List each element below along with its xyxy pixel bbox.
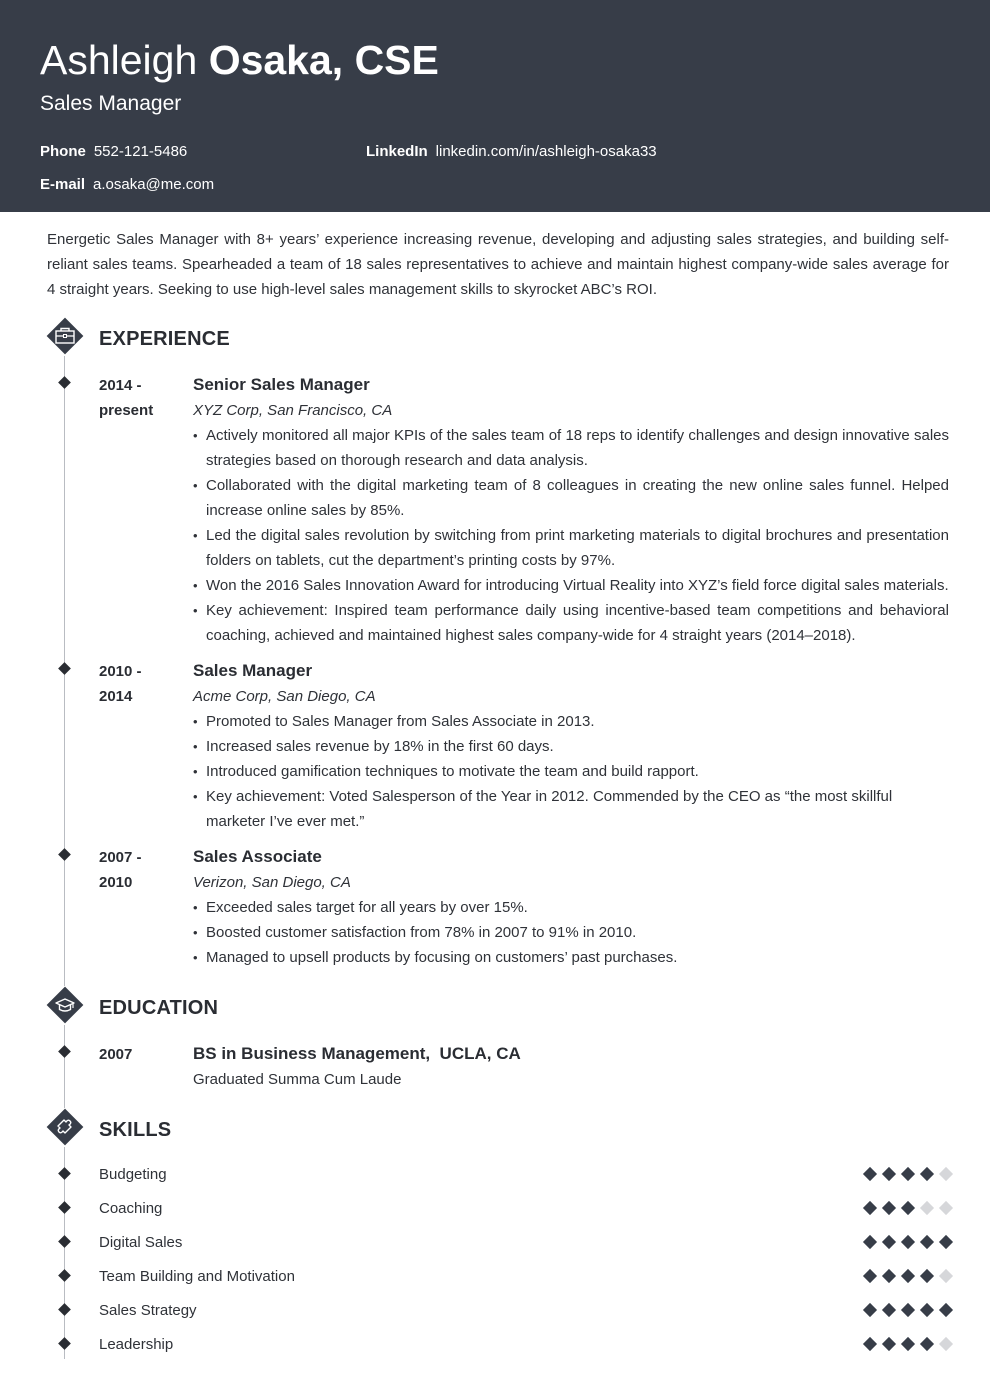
job-role: Sales Manager xyxy=(40,92,182,115)
rating-pip-filled xyxy=(920,1235,934,1249)
education-heading: EDUCATION xyxy=(99,997,219,1019)
job-title: Sales Associate xyxy=(193,847,322,866)
skill-name: Budgeting xyxy=(99,1166,167,1183)
timeline-marker xyxy=(58,1303,71,1316)
rating-pip-filled xyxy=(939,1303,953,1317)
rating-pip-filled xyxy=(882,1303,896,1317)
rating-pip-filled xyxy=(901,1167,915,1181)
job-bullets xyxy=(193,709,949,834)
job-date xyxy=(99,845,179,895)
job-bullet: • Actively monitored all major KPIs of the sales team of 18 reps to identify challenges and design innovative sales strategies based on thorough research and data analysis. xyxy=(193,423,949,473)
job-entry xyxy=(193,843,949,970)
timeline-marker xyxy=(58,376,71,389)
skill-rating xyxy=(856,1169,951,1181)
skill-row xyxy=(99,1198,951,1220)
skill-row xyxy=(99,1266,951,1288)
rating-pip-empty xyxy=(939,1337,953,1351)
timeline-marker xyxy=(58,1045,71,1058)
education-timeline-line xyxy=(64,1025,65,1108)
contact-email xyxy=(40,175,214,195)
rating-pip-filled xyxy=(920,1337,934,1351)
rating-pip-filled xyxy=(939,1235,953,1249)
job-bullet: • Boosted customer satisfaction from 78% in 2007 to 91% in 2010. xyxy=(193,920,949,945)
job-date-start: 2010 - xyxy=(99,663,142,680)
job-bullet: • Increased sales revenue by 18% in the first 60 days. xyxy=(193,734,949,759)
timeline-marker xyxy=(58,662,71,675)
job-bullet: • Promoted to Sales Manager from Sales Associate in 2013. xyxy=(193,709,949,734)
skill-rating xyxy=(856,1237,951,1249)
resume-header xyxy=(0,0,990,212)
rating-pip-filled xyxy=(863,1269,877,1283)
contact-phone xyxy=(40,142,187,162)
rating-pip-filled xyxy=(863,1303,877,1317)
degree-title: BS in Business Management, UCLA, CA xyxy=(193,1044,521,1063)
rating-pip-empty xyxy=(939,1201,953,1215)
candidate-name xyxy=(40,36,439,84)
phone-label: Phone xyxy=(40,143,86,160)
rating-pip-filled xyxy=(882,1167,896,1181)
job-date xyxy=(99,659,179,709)
job-company: Acme Corp, San Diego, CA xyxy=(193,688,376,705)
job-date-end: 2010 xyxy=(99,874,133,891)
timeline-marker xyxy=(58,1201,71,1214)
rating-pip-filled xyxy=(901,1337,915,1351)
rating-pip-filled xyxy=(882,1235,896,1249)
job-bullet: • Managed to upsell products by focusing on customers’ past purchases. xyxy=(193,945,949,970)
job-entry xyxy=(193,657,949,834)
rating-pip-empty xyxy=(939,1269,953,1283)
job-bullet: • Won the 2016 Sales Innovation Award for introducing Virtual Reality into XYZ’s field force digital sales materials. xyxy=(193,573,949,598)
timeline-marker xyxy=(58,1235,71,1248)
linkedin-label: LinkedIn xyxy=(366,143,428,160)
skill-rating xyxy=(856,1271,951,1283)
job-bullets xyxy=(193,423,949,648)
job-title: Sales Manager xyxy=(193,661,313,680)
skill-rating xyxy=(856,1203,951,1215)
last-name: Osaka, CSE xyxy=(208,37,439,83)
summary-text: Energetic Sales Manager with 8+ years’ experience increasing revenue, developing and adjusting sales strategies, and building self-reliant sales teams. Spearheaded a team of 18 sales representatives to achieve and maintain highest company-wide sales average for 4 straight years. Seeking to use high-level sales management skills to skyrocket ABC’s ROI. xyxy=(47,231,949,298)
rating-pip-filled xyxy=(882,1201,896,1215)
job-entry xyxy=(193,371,949,648)
skills-heading: SKILLS xyxy=(99,1119,172,1141)
job-bullet: • Led the digital sales revolution by switching from print marketing materials to digital brochures and presentation folders on tablets, cut the department’s printing costs by 97%. xyxy=(193,523,949,573)
briefcase-icon xyxy=(44,315,86,357)
graduation-cap-icon xyxy=(44,984,86,1026)
skill-name: Digital Sales xyxy=(99,1234,183,1251)
skill-name: Team Building and Motivation xyxy=(99,1268,295,1285)
timeline-marker xyxy=(58,848,71,861)
job-bullets xyxy=(193,895,949,970)
education-entry xyxy=(193,1040,949,1092)
rating-pip-filled xyxy=(901,1235,915,1249)
first-name: Ashleigh xyxy=(40,37,198,83)
job-date-end: present xyxy=(99,402,154,419)
rating-pip-filled xyxy=(863,1235,877,1249)
rating-pip-filled xyxy=(901,1269,915,1283)
puzzle-piece-icon xyxy=(44,1106,86,1148)
rating-pip-filled xyxy=(901,1303,915,1317)
rating-pip-filled xyxy=(863,1337,877,1351)
job-bullet: • Key achievement: Voted Salesperson of the Year in 2012. Commended by the CEO as “the most skillful marketer I’ve ever met.” xyxy=(193,784,906,834)
skill-rating xyxy=(856,1305,951,1317)
phone-value: 552-121-5486 xyxy=(93,143,188,160)
job-bullet: • Exceeded sales target for all years by over 15%. xyxy=(193,895,949,920)
rating-pip-filled xyxy=(920,1269,934,1283)
timeline-marker xyxy=(58,1269,71,1282)
timeline-marker xyxy=(58,1167,71,1180)
skill-row xyxy=(99,1232,951,1254)
rating-pip-empty xyxy=(920,1201,934,1215)
skill-row xyxy=(99,1334,951,1356)
rating-pip-filled xyxy=(882,1337,896,1351)
skill-name: Sales Strategy xyxy=(99,1302,197,1319)
email-label: E-mail xyxy=(40,176,86,193)
linkedin-link[interactable]: linkedin.com/in/ashleigh-osaka33 xyxy=(435,143,657,160)
skill-name: Leadership xyxy=(99,1336,174,1353)
job-date-start: 2007 - xyxy=(99,849,142,866)
rating-pip-empty xyxy=(939,1167,953,1181)
job-date xyxy=(99,373,179,423)
job-date-end: 2014 xyxy=(99,688,133,705)
rating-pip-filled xyxy=(863,1201,877,1215)
job-title: Senior Sales Manager xyxy=(193,375,370,394)
timeline-marker xyxy=(58,1337,71,1350)
job-company: Verizon, San Diego, CA xyxy=(193,874,351,891)
rating-pip-filled xyxy=(920,1303,934,1317)
job-bullet: • Introduced gamification techniques to motivate the team and build rapport. xyxy=(193,759,949,784)
rating-pip-filled xyxy=(882,1269,896,1283)
skill-row xyxy=(99,1164,951,1186)
experience-heading: EXPERIENCE xyxy=(99,328,230,350)
skill-rating xyxy=(856,1339,951,1351)
skill-name: Coaching xyxy=(99,1200,163,1217)
rating-pip-filled xyxy=(920,1167,934,1181)
contact-linkedin xyxy=(366,142,657,162)
education-date: 2007 xyxy=(99,1046,133,1063)
rating-pip-filled xyxy=(863,1167,877,1181)
job-date-start: 2014 - xyxy=(99,377,142,394)
job-bullet: • Key achievement: Inspired team performance daily using incentive-based team competitions and behavioral coaching, achieved and maintained highest sales company-wide for 4 straight years (2014–2018). xyxy=(193,598,949,648)
email-link[interactable]: a.osaka@me.com xyxy=(93,176,215,193)
education-note: Graduated Summa Cum Laude xyxy=(193,1071,402,1088)
job-bullet: • Collaborated with the digital marketing team of 8 colleagues in creating the new online sales funnel. Helped increase online sales by 85%. xyxy=(193,473,949,523)
skill-row xyxy=(99,1300,951,1322)
job-company: XYZ Corp, San Francisco, CA xyxy=(193,402,393,419)
rating-pip-filled xyxy=(901,1201,915,1215)
